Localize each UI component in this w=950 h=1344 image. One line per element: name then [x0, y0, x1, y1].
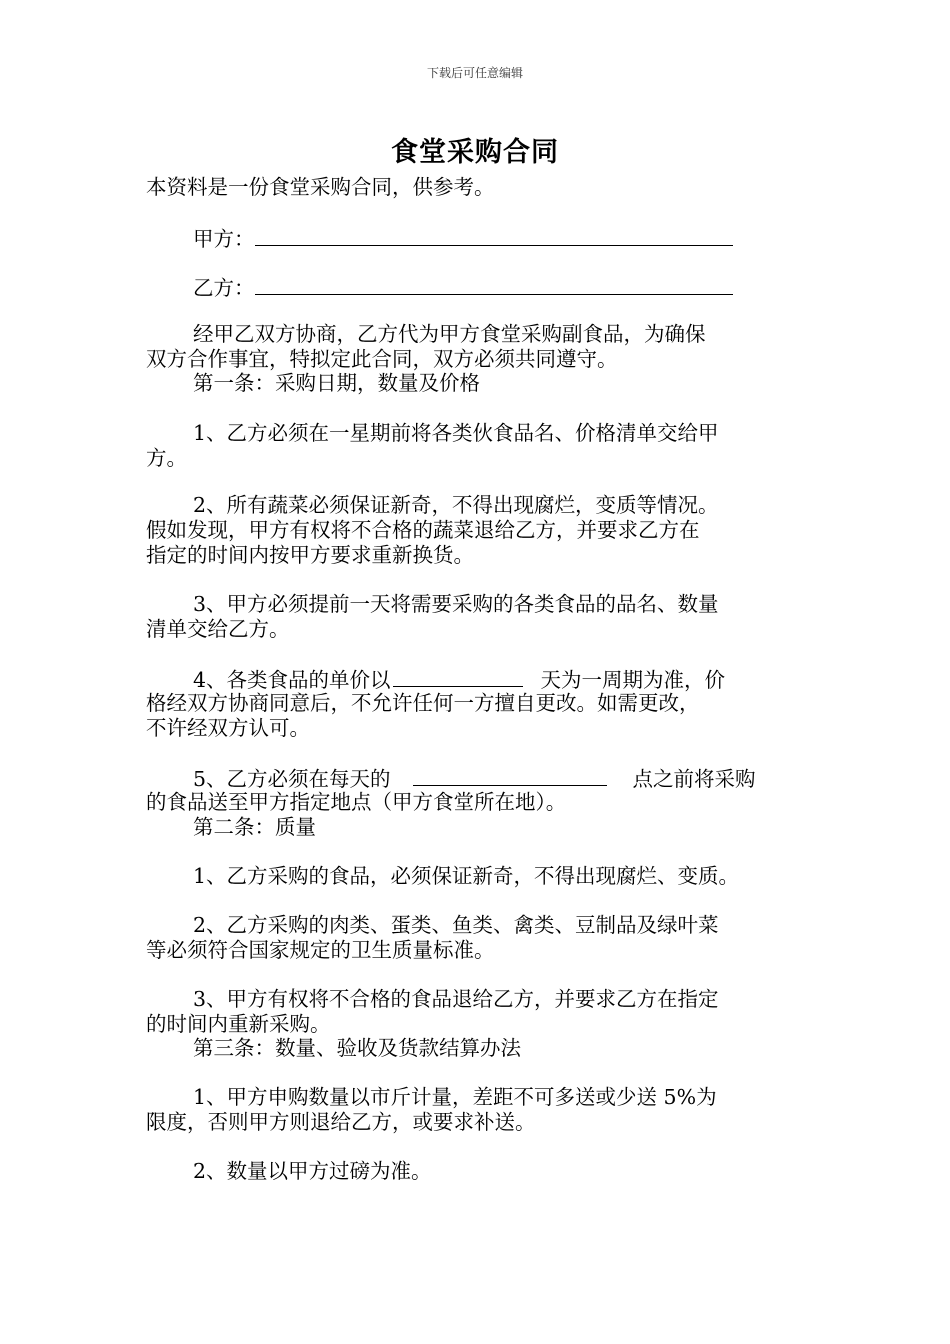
preamble-line-1: 经甲乙双方协商，乙方代为甲方食堂采购副食品，为确保 — [193, 322, 706, 346]
article-1-clause-5-line-2: 的食品送至甲方指定地点（甲方食堂所在地）。 — [146, 790, 567, 814]
party-b-row — [193, 274, 733, 301]
party-a-row — [193, 225, 733, 252]
article-1-clause-3-line-2: 清单交给乙方。 — [146, 617, 290, 641]
clause-5-time-blank — [413, 765, 607, 786]
intro-text: 本资料是一份食堂采购合同，供参考。 — [146, 175, 495, 199]
article-2-heading: 第二条：质量 — [193, 815, 316, 839]
preamble-line-2: 双方合作事宜，特拟定此合同，双方必须共同遵守。 — [146, 347, 618, 371]
article-1-clause-1-line-2: 方。 — [146, 446, 187, 470]
party-b-label: 乙方： — [193, 276, 255, 300]
party-a-label: 甲方： — [193, 227, 255, 251]
clause-4-days-blank — [393, 666, 523, 687]
clause-4-text-b: 天为一周期为准，价 — [540, 668, 726, 692]
article-2-clause-3-line-1: 3、甲方有权将不合格的食品退给乙方，并要求乙方在指定 — [193, 987, 719, 1011]
article-2-clause-1-line-1: 1、乙方采购的食品，必须保证新奇，不得出现腐烂、变质。 — [193, 864, 740, 888]
article-1-clause-2-line-1: 2、所有蔬菜必须保证新奇，不得出现腐烂，变质等情况。 — [193, 493, 719, 517]
article-3-heading: 第三条：数量、验收及货款结算办法 — [193, 1036, 521, 1060]
article-1-clause-2-line-2: 假如发现，甲方有权将不合格的蔬菜退给乙方，并要求乙方在 — [146, 518, 700, 542]
clause-5-text-b: 点之前将采购 — [632, 767, 756, 791]
article-3-clause-2-line-1: 2、数量以甲方过磅为准。 — [193, 1159, 432, 1183]
article-1-clause-4-line-2: 格经双方协商同意后，不允许任何一方擅自更改。如需更改， — [146, 691, 700, 715]
party-b-blank — [255, 274, 733, 295]
article-1-heading: 第一条：采购日期，数量及价格 — [193, 371, 480, 395]
article-2-clause-2-line-2: 等必须符合国家规定的卫生质量标准。 — [146, 938, 495, 962]
article-3-clause-1-line-2: 限度，否则甲方则退给乙方，或要求补送。 — [146, 1110, 536, 1134]
clause-4-text-a: 4、各类食品的单价以 — [193, 668, 391, 692]
article-1-clause-5-line-1 — [146, 765, 826, 792]
header-note: 下载后可任意编辑 — [426, 66, 523, 80]
article-1-clause-4-line-3: 不许经双方认可。 — [146, 716, 310, 740]
party-a-blank — [255, 225, 733, 246]
article-2-clause-2-line-1: 2、乙方采购的肉类、蛋类、鱼类、禽类、豆制品及绿叶菜 — [193, 913, 719, 937]
article-2-clause-3-line-2: 的时间内重新采购。 — [146, 1012, 331, 1036]
clause-5-text-a: 5、乙方必须在每天的 — [193, 767, 391, 791]
article-1-clause-2-line-3: 指定的时间内按甲方要求重新换货。 — [146, 543, 474, 567]
article-3-clause-1-line-1: 1、甲方申购数量以市斤计量，差距不可多送或少送 5%为 — [193, 1085, 717, 1109]
article-1-clause-4-line-1 — [146, 666, 826, 693]
article-1-clause-3-line-1: 3、甲方必须提前一天将需要采购的各类食品的品名、数量 — [193, 592, 719, 616]
document-title: 食堂采购合同 — [391, 137, 559, 168]
article-1-clause-1-line-1: 1、乙方必须在一星期前将各类伙食品名、价格清单交给甲 — [193, 421, 719, 445]
